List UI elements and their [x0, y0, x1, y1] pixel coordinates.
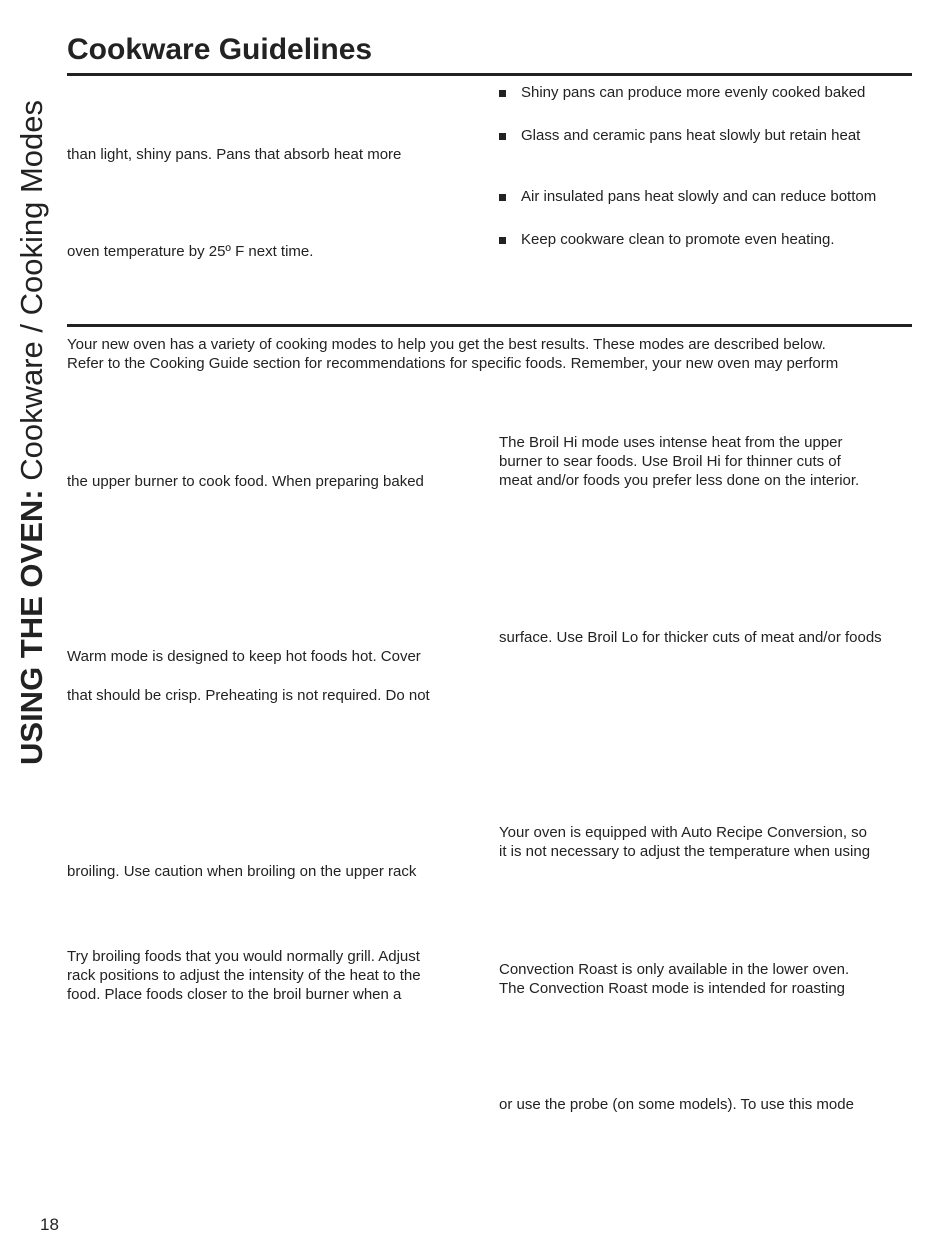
cookware-text-line: oven temperature by 25º F next time.	[67, 243, 314, 260]
modes-intro-line: Your new oven has a variety of cooking modes to help you get the best results. These modes are described below.	[67, 336, 826, 353]
broil-hi-line: meat and/or foods you prefer less done on the interior.	[499, 472, 860, 489]
cookware-text-line: than light, shiny pans. Pans that absorb heat more	[67, 146, 402, 163]
broil-tip-line: food. Place foods closer to the broil burner when a	[67, 986, 402, 1003]
page-title: Cookware Guidelines	[67, 33, 373, 66]
bake-text: the upper burner to cook food. When preparing baked	[67, 473, 424, 490]
warm-text-line: Warm mode is designed to keep hot foods hot. Cover	[67, 648, 421, 665]
broil-hi-line: burner to sear foods. Use Broil Hi for thinner cuts of	[499, 453, 841, 470]
convection-roast-line: Convection Roast is only available in the lower oven.	[499, 961, 850, 978]
broil-tip-line: Try broiling foods that you would normally grill. Adjust	[67, 948, 420, 965]
page-number: 18	[40, 1215, 59, 1234]
broil-hi-line: The Broil Hi mode uses intense heat from the upper	[499, 434, 843, 451]
probe-text: or use the probe (on some models). To use this mode	[499, 1096, 854, 1113]
convection-roast-line: The Convection Roast mode is intended for roasting	[499, 980, 846, 997]
bullet-square-icon	[499, 237, 506, 244]
title-rule	[67, 73, 912, 76]
bullet-text: Glass and ceramic pans heat slowly but retain heat	[521, 127, 861, 144]
bullet-square-icon	[499, 133, 506, 140]
bullet-text: Keep cookware clean to promote even heating.	[521, 231, 835, 248]
section-side-title	[12, 100, 52, 765]
bullet-square-icon	[499, 90, 506, 97]
side-title-light: Cookware / Cooking Modes	[14, 99, 49, 490]
side-title-bold: USING THE OVEN:	[14, 489, 49, 765]
bullet-square-icon	[499, 194, 506, 201]
bullet-text: Shiny pans can produce more evenly cooked baked	[521, 84, 866, 101]
bullet-text: Air insulated pans heat slowly and can reduce bottom	[521, 188, 877, 205]
warm-text-line: that should be crisp. Preheating is not required. Do not	[67, 687, 430, 704]
modes-intro-line: Refer to the Cooking Guide section for recommendations for specific foods. Remember, your new oven may perform	[67, 355, 839, 372]
section-rule	[67, 324, 912, 327]
recipe-conversion-line: it is not necessary to adjust the temperature when using	[499, 843, 871, 860]
recipe-conversion-line: Your oven is equipped with Auto Recipe Conversion, so	[499, 824, 868, 841]
broil-caution-text: broiling. Use caution when broiling on the upper rack	[67, 863, 417, 880]
broil-lo-text: surface. Use Broil Lo for thicker cuts of meat and/or foods	[499, 629, 882, 646]
broil-tip-line: rack positions to adjust the intensity of the heat to the	[67, 967, 421, 984]
